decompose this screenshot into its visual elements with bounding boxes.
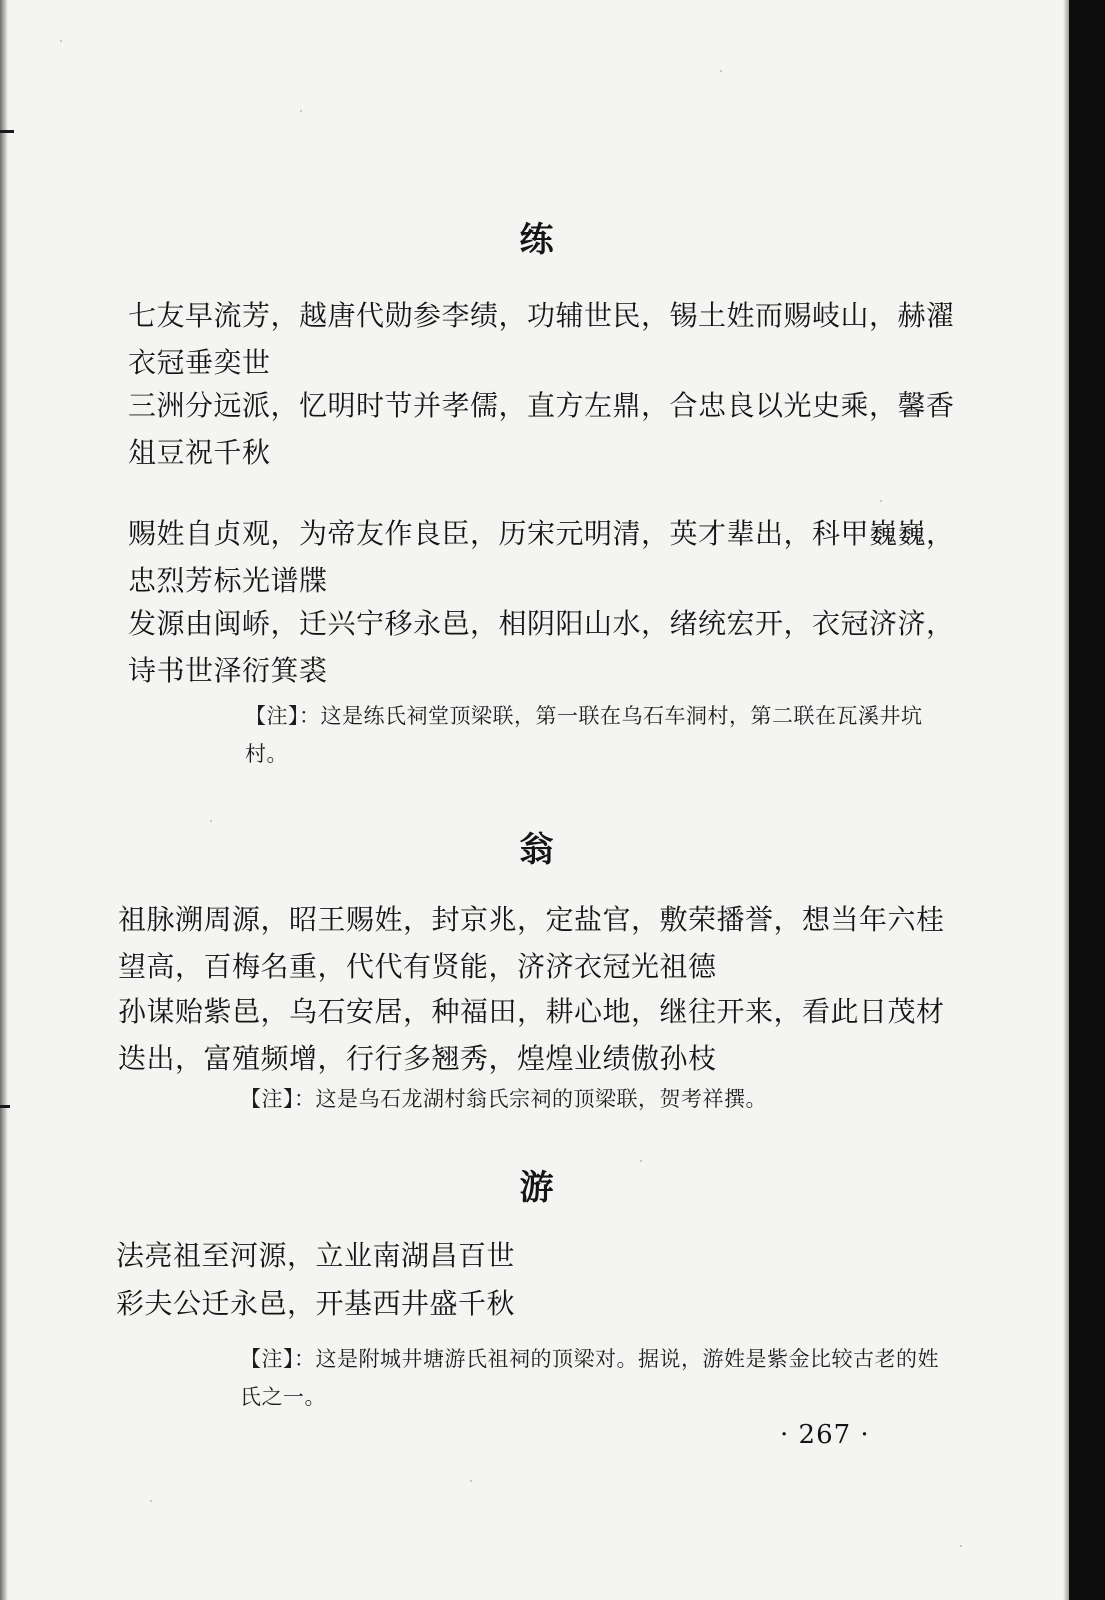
- scan-speckle: [300, 110, 302, 112]
- couplet-line: 彩夫公迁永邑，开基西井盛千秋: [116, 1287, 516, 1320]
- scan-speckle: [470, 1480, 472, 1482]
- scan-speckle: [150, 1500, 152, 1502]
- couplet-line: 赐姓自贞观，为帝友作良臣，历宋元明清，英才辈出，科甲巍巍，忠烈芳标光谱牒: [128, 517, 955, 597]
- couplet-line: 祖脉溯周源，昭王赐姓，封京兆，定盐官，敷荣播誉，想当年六桂望高，百梅名重，代代有贤能，济济衣冠光祖德: [118, 903, 945, 983]
- scan-speckle: [60, 40, 62, 42]
- section-note: 【注】：这是练氏祠堂顶梁联，第一联在乌石车洞村，第二联在瓦溪井坑村。: [245, 704, 923, 766]
- couplet-line: 三洲分远派，忆明时节并孝儒，直方左鼎，合忠良以光史乘，馨香俎豆祝千秋: [128, 389, 955, 469]
- section-heading-weng: 翁: [519, 830, 556, 870]
- page-number: · 267 ·: [780, 1420, 870, 1450]
- section-heading-lian: 练: [519, 220, 556, 260]
- section-note: 【注】：这是附城井塘游氏祖祠的顶梁对。据说，游姓是紫金比较古老的姓氏之一。: [240, 1347, 939, 1409]
- left-edge-mark: [0, 1105, 10, 1108]
- left-edge-mark: [0, 130, 14, 133]
- couplet-line: 孙谋贻紫邑，乌石安居，种福田，耕心地，继往开来，看此日茂材迭出，富殖频增，行行多翘秀，煌煌业绩傲孙枝: [118, 995, 945, 1075]
- scan-speckle: [720, 70, 722, 72]
- scan-speckle: [880, 500, 882, 502]
- couplet-line: 法亮祖至河源，立业南湖昌百世: [116, 1239, 516, 1272]
- section-heading-you: 游: [519, 1168, 556, 1208]
- couplet-line: 七友早流芳，越唐代勋参李绩，功辅世民，锡土姓而赐岐山，赫濯衣冠垂奕世: [128, 299, 955, 379]
- scan-speckle: [960, 1545, 962, 1547]
- couplet-line: 发源由闽峤，迁兴宁移永邑，相阴阳山水，绪统宏开，衣冠济济，诗书世泽衍箕裘: [128, 607, 955, 687]
- section-note: 【注】：这是乌石龙湖村翁氏宗祠的顶梁联，贺考祥撰。: [240, 1087, 767, 1111]
